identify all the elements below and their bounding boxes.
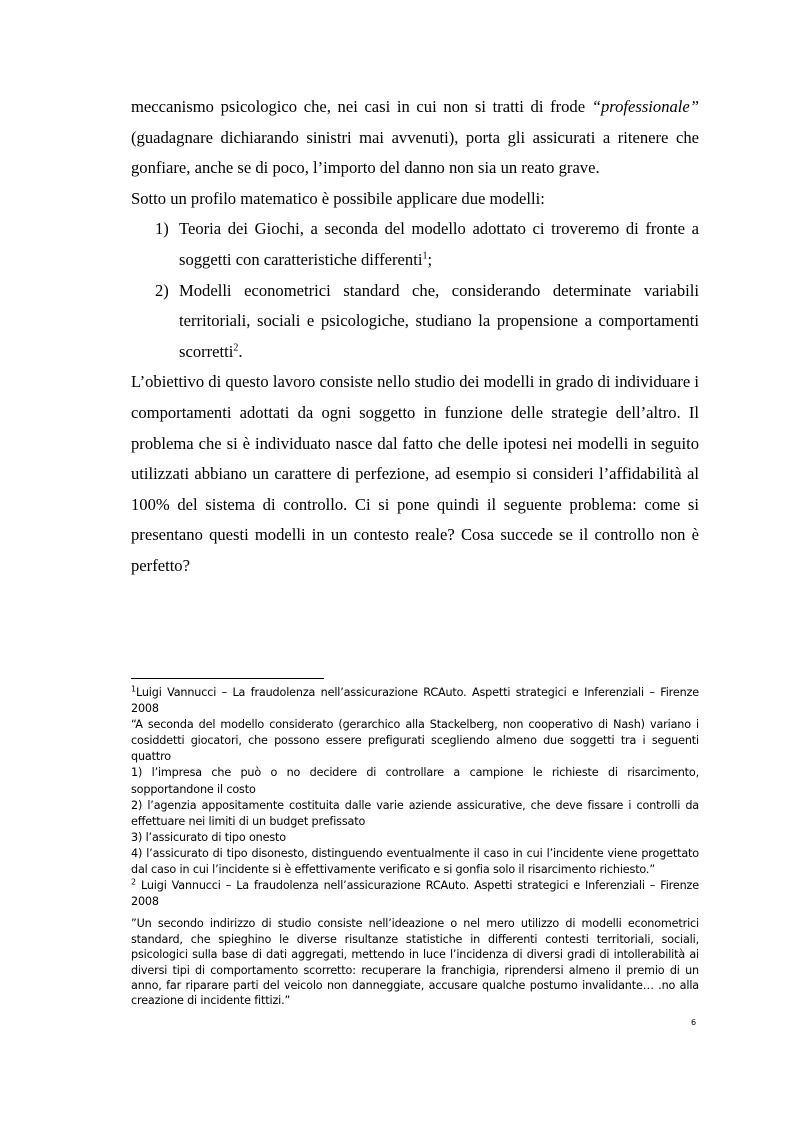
paragraph-1-emphasis: “professionale” xyxy=(591,97,699,116)
footnote-2-source xyxy=(131,878,699,910)
list-item xyxy=(131,276,699,368)
footnote-1-item: 2) l’agenzia appositamente costituita dalle varie aziende assicurative, che deve fissare i controlli da effettuare nei limiti di un budget prefissato xyxy=(131,798,699,828)
list-item-end: ; xyxy=(427,249,433,269)
footnote-1-source xyxy=(131,685,699,717)
paragraph-1-text-b: (guadagnare dichiarando sinistri mai avvenuti), porta gli assicurati a ritenere che gonfiare, anche se di poco, l’importo del danno non sia un reato grave. xyxy=(131,127,699,178)
list-item-end: . xyxy=(238,341,243,361)
footnote-1-item: 4) l’assicurato di tipo disonesto, distinguendo eventualmente il caso in cui l’incidente viene progettato dal caso in cui l’incidente si è effettivamente verificato e si gonfia solo il risarcimento richiesto.” xyxy=(131,846,699,877)
list-item-number: 1) xyxy=(155,219,169,239)
footnote-2-quote: ”Un secondo indirizzo di studio consiste nell’ideazione o nel mero utilizzo di modelli econometrici standard, che spieghino le diverse risultanze statistiche in differenti contesti territoriali, sociali, psicologici sulla base di dati aggregati, mettendo in luce l’incidenza di diversi gradi di intollerabilità ai diversi tipi di comportamento scorretto: recuperare la franchigia, riprendersi almeno il premio di un anno, far riparare parti del veicolo non danneggiate, accusare qualche postumo invalidante… .no alla creazione di incidente fittizi.” xyxy=(131,917,699,1008)
footnotes xyxy=(131,685,699,1009)
page-number: 6 xyxy=(691,1018,697,1027)
paragraph-3: L’obiettivo di questo lavoro consiste nello studio dei modelli in grado di individuare i comportamenti adottati da ogni soggetto in funzione delle strategie dell’altro. Il problema che si è individuato nasce dal fatto che delle ipotesi nei modelli in seguito utilizzati abbiano un carattere di perfezione, ad esempio si consideri l’affidabilità al 100% del sistema di controllo. Ci si pone quindi il seguente problema: come si presentano questi modelli in un contesto reale? Cosa succede se il controllo non è perfetto? xyxy=(131,372,699,575)
footnote-1-item: 3) l’assicurato di tipo onesto xyxy=(131,830,286,844)
footnote-ref[interactable]: 2 xyxy=(233,342,239,354)
footnote-1-quote: “A seconda del modello considerato (gerarchico alla Stackelberg, non cooperativo di Nash) variano i cosiddetti giocatori, che possono essere prefigurati scegliendo almeno due soggetti tra i seguenti quattro xyxy=(131,718,699,764)
list-item xyxy=(131,214,699,275)
list-item-text: Teoria dei Giochi, a seconda del modello adottato ci troveremo di fronte a soggetti con caratteristiche differenti xyxy=(179,219,699,269)
paragraph-1-text-a: meccanismo psicologico che, nei casi in cui non si tratti di frode xyxy=(131,97,592,116)
footnote-separator xyxy=(131,678,324,679)
footnote-2-marker: 2 xyxy=(131,877,136,887)
footnote-1-item: 1) l’impresa che può o no decidere di controllare a campione le richieste di risarcimento, sopportandone il costo xyxy=(131,766,699,796)
footnote-2-source-text: Luigi Vannucci – La fraudolenza nell’assicurazione RCAuto. Aspetti strategici e Inferenziali – Firenze 2008 xyxy=(131,879,699,909)
model-list xyxy=(131,214,699,367)
paragraph-1 xyxy=(131,92,699,184)
paragraph-2: Sotto un profilo matematico è possibile applicare due modelli: xyxy=(131,188,545,208)
main-text xyxy=(131,92,699,582)
list-item-number: 2) xyxy=(155,280,169,300)
footnote-ref[interactable]: 1 xyxy=(422,250,428,262)
list-item-text: Modelli econometrici standard che, considerando determinate variabili territoriali, sociali e psicologiche, studiano la propensione a comportamenti scorretti xyxy=(179,280,699,361)
footnote-1-source-text: Luigi Vannucci – La fraudolenza nell’assicurazione RCAuto. Aspetti strategici e Inferenziali – Firenze 2008 xyxy=(131,686,699,716)
footnote-1-marker: 1 xyxy=(131,684,136,694)
